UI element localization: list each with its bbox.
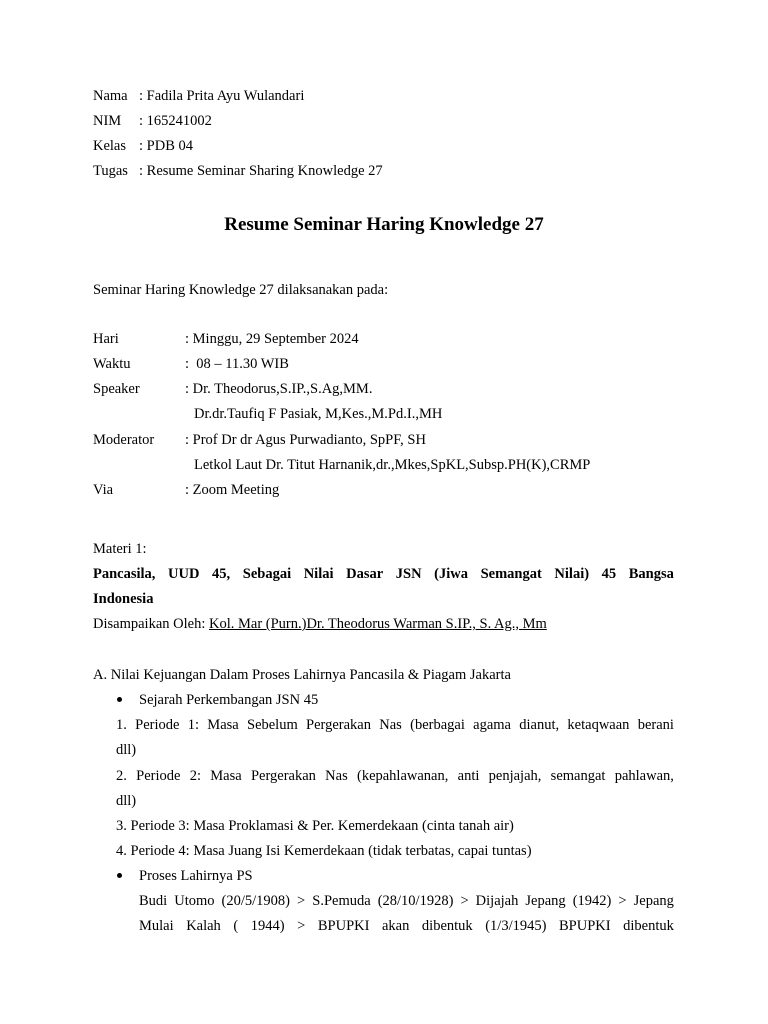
document-title: Resume Seminar Haring Knowledge 27 bbox=[224, 214, 544, 235]
periode-2-line-1 bbox=[116, 768, 674, 785]
materi-title-line-1 bbox=[93, 566, 674, 583]
word: (1/3/1945) bbox=[485, 918, 547, 934]
word: (kepahlawanan, bbox=[356, 768, 449, 784]
bullet-icon bbox=[117, 697, 122, 702]
word: (1942) bbox=[572, 893, 612, 909]
word: (Jiwa bbox=[434, 566, 468, 582]
word: Semangat bbox=[480, 566, 542, 582]
word: BPUPKI bbox=[317, 918, 370, 934]
info-label: Nama bbox=[93, 88, 128, 104]
word: dibentuk bbox=[623, 918, 674, 934]
word: 2. bbox=[116, 768, 127, 784]
info-label: Kelas bbox=[93, 138, 127, 154]
word: dibentuk bbox=[421, 918, 473, 934]
word: Masa bbox=[207, 717, 239, 733]
word: > bbox=[460, 893, 469, 909]
word: (28/10/1928) bbox=[377, 893, 454, 909]
detail-value: : Prof Dr dr Agus Purwadianto, SpPF, SH bbox=[185, 432, 426, 448]
materi-title-line-2: Indonesia bbox=[93, 591, 154, 607]
word: Budi bbox=[139, 893, 168, 909]
word: 1: bbox=[187, 717, 200, 733]
word: Kalah bbox=[186, 918, 221, 934]
intro-text: Seminar Haring Knowledge 27 dilaksanakan pada: bbox=[93, 282, 389, 298]
periode-3: 3. Periode 3: Masa Proklamasi & Per. Kemerdekaan (cinta tanah air) bbox=[116, 818, 514, 834]
word: Utomo bbox=[174, 893, 215, 909]
word: Periode bbox=[135, 717, 180, 733]
bullet-text-sejarah: Sejarah Perkembangan JSN 45 bbox=[139, 692, 319, 708]
info-label: Tugas bbox=[93, 163, 128, 179]
periode-1-line-1 bbox=[116, 717, 674, 734]
info-value: : Fadila Prita Ayu Wulandari bbox=[139, 88, 305, 104]
word: Nilai) bbox=[554, 566, 590, 582]
proses-line-1 bbox=[139, 893, 674, 910]
detail-value: : 08 – 11.30 WIB bbox=[185, 356, 289, 372]
word: JSN bbox=[395, 566, 422, 582]
word: BPUPKI bbox=[558, 918, 611, 934]
detail-value: : Zoom Meeting bbox=[185, 482, 280, 498]
detail-label: Via bbox=[93, 482, 114, 498]
detail-value: : Dr. Theodorus,S.IP.,S.Ag,MM. bbox=[185, 381, 373, 397]
info-value: : 165241002 bbox=[139, 113, 212, 129]
materi-speaker bbox=[93, 616, 547, 633]
word: Pergerakan bbox=[306, 717, 371, 733]
word: akan bbox=[382, 918, 410, 934]
detail-value-speaker-2: Dr.dr.Taufiq F Pasiak, M,Kes.,M.Pd.I.,MH bbox=[194, 406, 443, 422]
word: UUD bbox=[168, 566, 200, 582]
word: Masa bbox=[210, 768, 242, 784]
word: ketaqwaan bbox=[567, 717, 630, 733]
periode-4: 4. Periode 4: Masa Juang Isi Kemerdekaan (tidak terbatas, capai tuntas) bbox=[116, 843, 532, 859]
section-a-heading: A. Nilai Kejuangan Dalam Proses Lahirnya Pancasila & Piagam Jakarta bbox=[93, 667, 511, 683]
detail-value: : Minggu, 29 September 2024 bbox=[185, 331, 359, 347]
info-value: : PDB 04 bbox=[139, 138, 193, 154]
word: Pergerakan bbox=[250, 768, 316, 784]
word: Mulai bbox=[139, 918, 174, 934]
word: > bbox=[297, 893, 306, 909]
proses-line-2 bbox=[139, 918, 674, 935]
word: (berbagai bbox=[410, 717, 465, 733]
periode-2-line-2: dll) bbox=[116, 793, 137, 809]
word: S.Pemuda bbox=[312, 893, 371, 909]
word: Bangsa bbox=[628, 566, 674, 582]
word: penjajah, bbox=[488, 768, 542, 784]
word: Jepang bbox=[633, 893, 674, 909]
word: (20/5/1908) bbox=[221, 893, 291, 909]
word: 2: bbox=[189, 768, 201, 784]
word: 45 bbox=[601, 566, 617, 582]
detail-label: Hari bbox=[93, 331, 119, 347]
word: ( bbox=[233, 918, 239, 934]
materi-by-label: Disampaikan Oleh: bbox=[93, 616, 209, 632]
word: Pancasila, bbox=[93, 566, 156, 582]
word: Dijajah bbox=[475, 893, 519, 909]
detail-label: Speaker bbox=[93, 381, 140, 397]
info-value: : Resume Seminar Sharing Knowledge 27 bbox=[139, 163, 383, 179]
materi-by-name: Kol. Mar (Purn.)Dr. Theodorus Warman S.IP., S. Ag., Mm bbox=[208, 616, 547, 632]
word: pahlawan, bbox=[614, 768, 674, 784]
word: Nas bbox=[325, 768, 348, 784]
word: > bbox=[297, 918, 306, 934]
word: 45, bbox=[212, 566, 231, 582]
word: berani bbox=[637, 717, 674, 733]
detail-value-moderator-2: Letkol Laut Dr. Titut Harnanik,dr.,Mkes,SpKL,Subsp.PH(K),CRMP bbox=[194, 457, 591, 473]
word: Jepang bbox=[525, 893, 566, 909]
word: anti bbox=[457, 768, 480, 784]
info-label: NIM bbox=[93, 113, 122, 129]
word: Sebelum bbox=[247, 717, 298, 733]
word: 1944) bbox=[250, 918, 285, 934]
bullet-icon bbox=[117, 873, 122, 878]
detail-label: Moderator bbox=[93, 432, 155, 448]
word: Dasar bbox=[346, 566, 384, 582]
bullet-text-proses: Proses Lahirnya PS bbox=[139, 868, 253, 884]
detail-label: Waktu bbox=[93, 356, 131, 372]
word: agama bbox=[473, 717, 511, 733]
word: semangat bbox=[550, 768, 606, 784]
materi-label: Materi 1: bbox=[93, 541, 147, 557]
word: Periode bbox=[136, 768, 181, 784]
word: Sebagai bbox=[242, 566, 292, 582]
word: Nas bbox=[379, 717, 402, 733]
word: > bbox=[618, 893, 627, 909]
word: Nilai bbox=[303, 566, 334, 582]
word: 1. bbox=[116, 717, 127, 733]
periode-1-line-2: dll) bbox=[116, 742, 137, 758]
word: dianut, bbox=[519, 717, 560, 733]
